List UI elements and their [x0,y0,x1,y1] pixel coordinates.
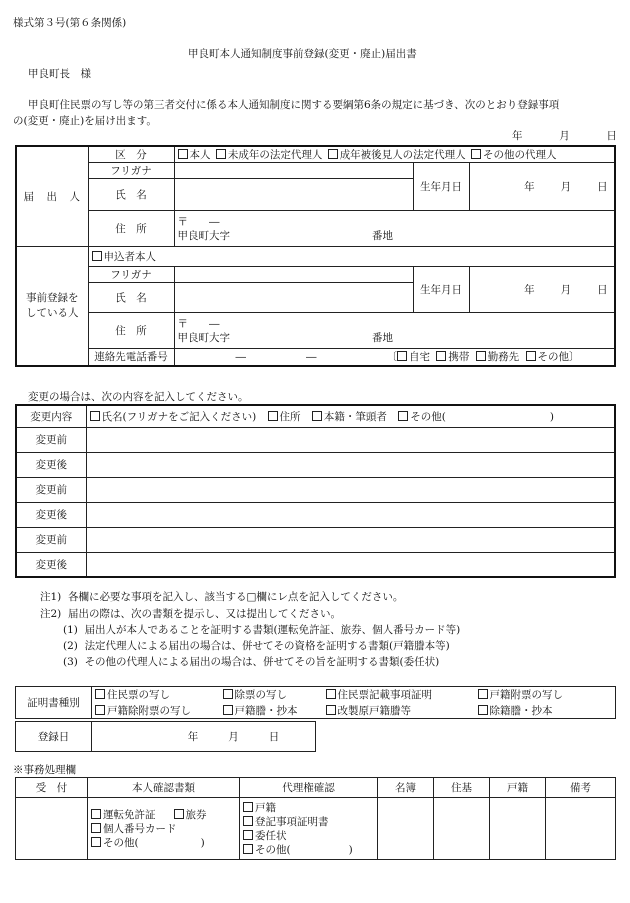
cert-option-label: 住民票記載事項証明 [337,689,432,702]
checkbox-proxy-other[interactable] [243,844,253,854]
addressee: 甲良町長 様 [28,68,91,80]
id-doc-other: その他( [103,836,139,849]
change-row-field[interactable] [86,452,615,477]
form-title: 甲良町本人通知制度事前登録(変更・廃止)届出書 [188,48,417,60]
office-header: 住基 [434,778,490,798]
checkbox-registry[interactable] [243,816,253,826]
id-doc-license: 運転免許証 [103,808,156,821]
change-row-label: 変更前 [16,427,86,452]
cert-option[interactable] [323,703,475,719]
cert-option-label: 除籍謄・抄本 [489,704,553,717]
change-row-label: 変更後 [16,552,86,577]
note-item-text: 法定代理人による届出の場合は、併せてその資格を証明する書類(戸籍謄本等) [84,640,450,652]
cert-option[interactable] [323,687,475,703]
intro-text-line1: 甲良町住民票の写し等の第三者交付に係る本人通知制度に関する要綱第6条の規定に基づき、次のとおり登録事項 [28,99,560,111]
id-doc-close: ) [200,836,205,849]
reg-name-label: 氏 名 [88,283,174,313]
checkbox-passport[interactable] [174,809,184,819]
self-option-cell[interactable] [88,247,615,267]
furigana-field[interactable] [174,163,413,179]
office-header: 受 付 [16,778,88,798]
cert-option[interactable] [475,687,616,703]
reg-birth-year-unit: 年 [524,284,535,296]
change-row-label: 変更前 [16,527,86,552]
reg-date-year: 年 [187,731,199,743]
category-options[interactable] [174,146,615,163]
checkbox-self[interactable] [178,149,188,159]
option-minor-guardian-label: 未成年の法定代理人 [227,149,323,161]
certificate-label: 証明書種別 [16,687,92,719]
intro-text-line2: の(変更・廃止)を届け出ます。 [13,115,157,127]
cert-option[interactable] [220,687,323,703]
change-row-field[interactable] [86,552,615,577]
phone-dash-1: ― [235,351,246,364]
note-item-num: (2) [63,640,78,652]
phone-label: 連絡先電話番号 [88,349,174,366]
note-1-label: 注1) [40,591,62,603]
cert-option[interactable] [92,687,220,703]
koseki-field[interactable] [490,798,546,860]
checkbox-work[interactable] [476,351,486,361]
id-doc-mynumber: 個人番号カード [103,822,177,835]
name-label: 氏 名 [88,179,174,211]
note-item [63,638,450,653]
phone-dash-2: ― [306,351,317,364]
id-doc-passport: 旅券 [185,808,207,821]
checkbox-cert[interactable] [326,705,336,715]
change-name-label: 氏名(フリガナをご記入ください) [101,410,257,423]
change-other-close: ) [549,410,554,423]
reg-birth-month-unit: 月 [560,284,572,296]
birth-day-unit: 日 [597,181,608,193]
name-field[interactable] [174,179,413,211]
checkbox-change-domicile[interactable] [312,411,322,421]
checkbox-minor-guardian[interactable] [216,149,226,159]
office-table [15,777,616,860]
office-header: 備考 [546,778,616,798]
reg-birth-day-unit: 日 [597,284,608,296]
registrant-label-line1: 事前登録を [26,291,79,304]
applicant-table [15,145,616,367]
reg-name-field[interactable] [174,283,413,313]
cert-option-label: 住民票の写し [107,689,170,702]
remarks-field[interactable] [546,798,616,860]
town-label: 甲良町大字 [177,229,230,242]
content-label: 変更内容 [16,405,86,427]
checkbox-cert[interactable] [478,689,488,699]
phone-bracket-close: 〕 [569,351,580,364]
note-item [63,654,439,669]
proxy-doc-attorney: 委任状 [255,829,287,842]
date-year-label: 年 [512,130,523,142]
option-self-label: 本人 [189,149,211,161]
checkbox-cert[interactable] [478,705,488,715]
change-domicile-label: 本籍・筆頭者 [323,410,387,423]
reg-date-field[interactable] [92,722,316,752]
proxy-doc-registry: 登記事項証明書 [255,815,329,828]
note-item-text: 届出人が本人であることを証明する書類(運転免許証、旅券、個人番号カード等) [84,624,461,636]
note-2 [40,606,341,621]
cert-option-label: 除票の写し [234,689,287,702]
birth-month-unit: 月 [560,181,572,193]
cert-option[interactable] [220,703,323,719]
proxy-docs-field[interactable] [240,798,378,860]
office-header: 代理権確認 [240,778,378,798]
reg-address-field[interactable] [174,313,615,349]
checkbox-cert[interactable] [95,705,105,715]
postal-mark: 〒 ― [177,215,220,228]
date-day-label: 日 [606,130,617,142]
change-row-field[interactable] [86,477,615,502]
checkbox-other-agent[interactable] [471,149,481,159]
checkbox-cert[interactable] [95,689,105,699]
certificate-table [15,686,616,719]
date-month-label: 月 [559,130,570,142]
change-address-label: 住所 [279,410,301,423]
option-other-agent-label: その他の代理人 [483,149,557,161]
reg-date-month: 月 [228,731,239,743]
cert-option[interactable] [475,703,616,719]
cert-option-label: 改製原戸籍謄等 [337,704,411,717]
reg-furigana-label: フリガナ [88,267,174,283]
checkbox-cert[interactable] [223,705,233,715]
checkbox-koseki[interactable] [243,802,253,812]
office-header: 名簿 [378,778,434,798]
reg-town-label: 甲良町大字 [177,331,230,344]
office-header: 戸籍 [490,778,546,798]
changes-table [15,404,616,578]
jukki-field[interactable] [434,798,490,860]
applicant-section-label: 届 出 人 [16,146,88,247]
reg-birth-date-field[interactable] [469,267,615,313]
change-row-field[interactable] [86,427,615,452]
option-adult-guardian-label: 成年被後見人の法定代理人 [339,149,466,161]
changes-intro: 変更の場合は、次の内容を記入してください。 [28,391,249,403]
reception-field[interactable] [16,798,88,860]
note-item-num: (3) [63,656,78,668]
note-item-text: その他の代理人による届出の場合は、併せてその旨を証明する書類(委任状) [84,656,440,668]
self-option-label: 申込者本人 [103,251,156,263]
checkbox-cert[interactable] [326,689,336,699]
address-field[interactable] [174,211,615,247]
phone-other-label: その他 [537,351,570,364]
id-docs-field[interactable] [88,798,240,860]
checkbox-home[interactable] [397,351,407,361]
phone-bracket-open: 〔 [386,351,397,364]
birth-year-unit: 年 [524,181,535,193]
reg-date-day: 日 [268,731,280,743]
checkbox-applicant-self[interactable] [92,251,102,261]
checkbox-license[interactable] [91,809,101,819]
proxy-doc-other: その他( [255,843,291,856]
cert-option-label: 戸籍除附票の写し [107,704,191,717]
change-row-field[interactable] [86,527,615,552]
reg-postal-mark: 〒 ― [177,317,220,330]
checkbox-id-other[interactable] [91,837,101,847]
note-2-text: 届出の際は、次の書類を提示し、又は提出してください。 [67,608,341,620]
phone-field[interactable] [174,349,615,366]
reg-banchi-label: 番地 [372,331,393,344]
note-2-label: 注2) [40,608,62,620]
category-label: 区 分 [88,146,174,163]
registrant-label-line2: している人 [26,306,79,319]
checkbox-change-other[interactable] [398,411,408,421]
office-title: ※事務処理欄 [13,764,76,776]
birth-date-field[interactable] [469,163,615,211]
cert-option-label: 戸籍謄・抄本 [234,704,298,717]
checkbox-adult-guardian[interactable] [328,149,338,159]
registration-date-table [15,721,316,752]
roster-field[interactable] [378,798,434,860]
change-other-label: その他( [410,410,446,423]
checkbox-mynumber[interactable] [91,823,101,833]
reg-address-label: 住 所 [88,313,174,349]
reg-date-label: 登録日 [16,722,92,752]
content-options[interactable] [86,405,615,427]
note-1 [40,589,403,604]
phone-home-label: 自宅 [409,351,430,364]
cert-option[interactable] [92,703,220,719]
proxy-doc-koseki: 戸籍 [255,801,276,814]
change-row-label: 変更後 [16,502,86,527]
reg-birth-label: 生年月日 [413,267,469,313]
checkbox-power-of-attorney[interactable] [243,830,253,840]
reg-furigana-field[interactable] [174,267,413,283]
form-number: 様式第３号(第６条関係) [13,17,127,29]
submission-date[interactable] [512,128,617,143]
change-row-label: 変更後 [16,452,86,477]
checkbox-change-address[interactable] [268,411,278,421]
office-header: 本人確認書類 [88,778,240,798]
furigana-label: フリガナ [88,163,174,179]
phone-work-label: 勤務先 [487,351,520,364]
registrant-section-label [16,247,88,366]
proxy-doc-close: ) [348,843,353,856]
change-row-label: 変更前 [16,477,86,502]
phone-mobile-label: 携帯 [448,351,470,364]
cert-option-label: 戸籍附票の写し [489,689,563,702]
checkbox-other[interactable] [526,351,536,361]
checkbox-change-name[interactable] [90,411,100,421]
note-1-text: 各欄に必要な事項を記入し、該当する□欄にレ点を記入してください。 [67,591,404,603]
checkbox-cert[interactable] [223,689,233,699]
change-row-field[interactable] [86,502,615,527]
birth-label: 生年月日 [413,163,469,211]
banchi-label: 番地 [372,229,393,242]
address-label: 住 所 [88,211,174,247]
checkbox-mobile[interactable] [436,351,446,361]
note-item-num: (1) [63,624,78,636]
note-item [63,622,460,637]
